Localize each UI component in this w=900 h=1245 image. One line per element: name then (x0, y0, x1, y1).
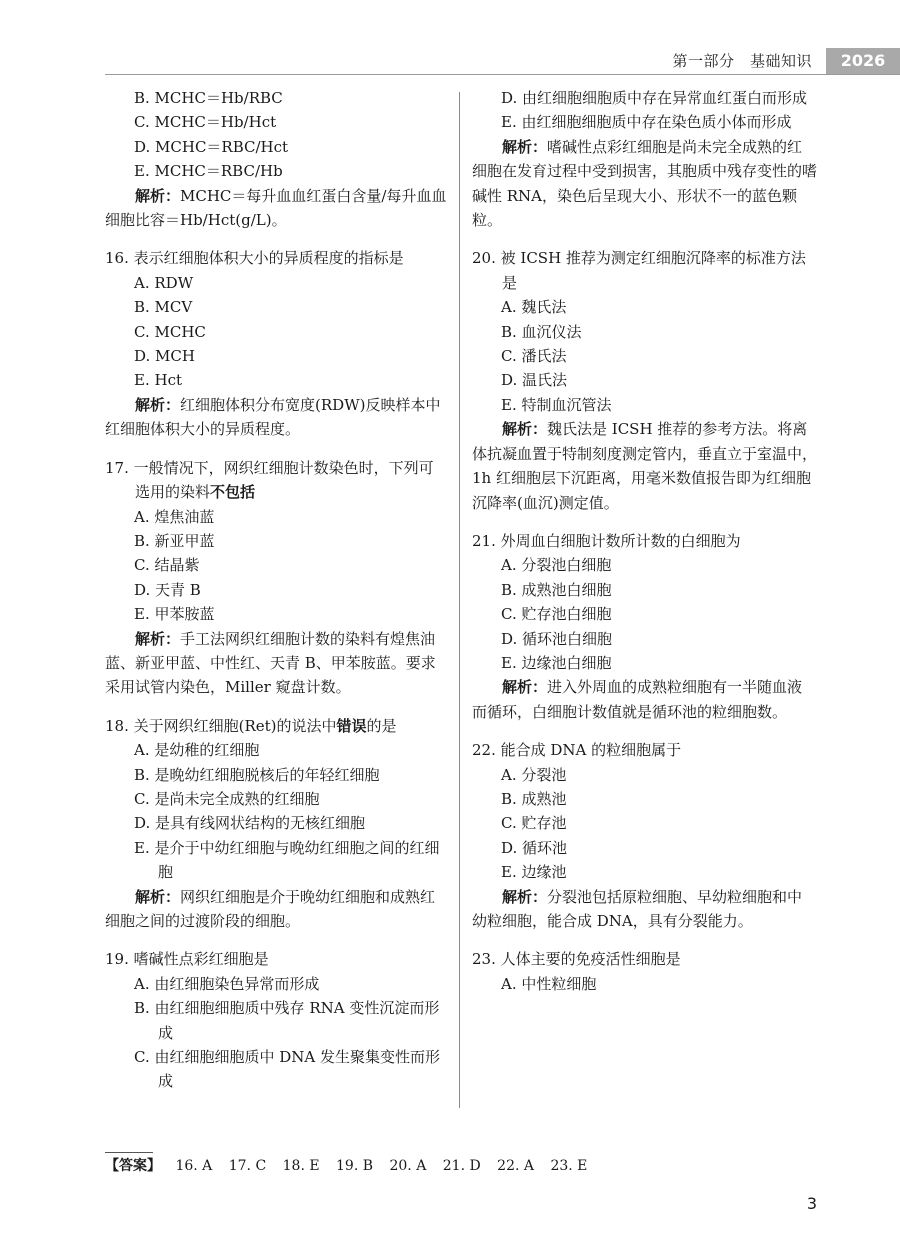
option: C. 是尚未完全成熟的红细胞 (134, 789, 320, 808)
option: A. 中性粒细胞 (501, 974, 597, 993)
option: E. MCHC＝RBC/Hb (134, 162, 283, 181)
option: B. 血沉仪法 (501, 322, 582, 341)
option: A. 魏氏法 (501, 298, 567, 317)
option: D. 是具有线网状结构的无核红细胞 (134, 814, 366, 833)
analysis-label: 解析： (502, 887, 548, 906)
option: C. 贮存池 (501, 814, 567, 833)
option: B. MCV (134, 298, 193, 317)
analysis-text: MCHC＝每升血血红蛋白含量/每升血血细胞比容＝Hb/Hct(g/L)。 (105, 186, 447, 230)
analysis-text: 分裂池包括原粒细胞、早幼粒细胞和中幼粒细胞，能合成 DNA，具有分裂能力。 (472, 887, 803, 930)
analysis-label: 解析： (502, 420, 548, 439)
option: A. 由红细胞染色异常而形成 (134, 974, 320, 993)
analysis-label: 解析： (502, 678, 548, 697)
analysis-label: 解析： (502, 137, 548, 156)
option: E. Hct (134, 371, 182, 390)
question-stem: 21. 外周血白细胞计数所计数的白细胞为 (472, 531, 741, 550)
analysis-label: 解析： (135, 887, 181, 906)
analysis (105, 885, 447, 934)
option: E. 是介于中幼红细胞与晚幼红细胞之间的红细胞 (134, 838, 440, 882)
option: D. 天青 B (134, 580, 201, 599)
question-stem: 19. 嗜碱性点彩红细胞是 (105, 950, 269, 969)
running-header (105, 48, 900, 75)
analysis-text: 进入外周血的成熟粒细胞有一半随血液而循环，白细胞计数值就是循环池的粒细胞数。 (472, 678, 803, 721)
answer-item: 21. D (442, 1158, 481, 1174)
analysis-text: 魏氏法是 ICSH 推荐的参考方法。将离体抗凝血置于特制刻度测定管内，垂直立于室温中，1h 红细胞层下沉距离，用毫米数值报告即为红细胞沉降率(血沉)测定值。 (472, 420, 818, 512)
answer-item: 18. E (282, 1158, 320, 1174)
option: B. MCHC＝Hb/RBC (134, 89, 283, 107)
analysis-text: 手工法网织红细胞计数的染料有煌焦油蓝、新亚甲蓝、中性红、天青 B、甲苯胺蓝。要求采用试管内染色，Miller 窥盘计数。 (105, 629, 436, 697)
option: C. 结晶紫 (134, 556, 200, 575)
analysis-text: 红细胞体积分布宽度(RDW)反映样本中红细胞体积大小的异质程度。 (105, 395, 441, 439)
analysis-text: 网织红细胞是介于晚幼红细胞和成熟红细胞之间的过渡阶段的细胞。 (105, 887, 436, 930)
column-divider (459, 92, 460, 1108)
option: C. 贮存池白细胞 (501, 605, 612, 624)
option: B. 由红细胞细胞质中残存 RNA 变性沉淀而形成 (134, 999, 440, 1042)
answer-item: 23. E (550, 1158, 588, 1174)
analysis (472, 885, 817, 934)
analysis-label: 解析： (135, 629, 181, 648)
option: B. 是晚幼红细胞脱核后的年轻红细胞 (134, 765, 380, 784)
option: D. 循环池白细胞 (501, 629, 613, 648)
option: A. 煌焦油蓝 (134, 507, 215, 526)
analysis (105, 627, 447, 700)
question-stem: 20. 被 ICSH 推荐为测定红细胞沉降率的标准方法是 (472, 249, 806, 292)
option: E. 边缘池白细胞 (501, 653, 612, 672)
section-title: 第一部分 基础知识 (672, 52, 812, 70)
left-column (105, 86, 447, 1094)
option: A. 分裂池白细胞 (501, 556, 612, 575)
answer-item: 20. A (389, 1158, 427, 1174)
emphasis: 不包括 (210, 483, 256, 502)
option: C. MCHC (134, 322, 206, 341)
option: C. 潘氏法 (501, 347, 567, 366)
option: E. 特制血沉管法 (501, 395, 612, 414)
question-stem: 22. 能合成 DNA 的粒细胞属于 (472, 741, 682, 760)
answer-key (105, 1154, 599, 1178)
right-column (472, 86, 817, 996)
analysis-text: 嗜碱性点彩红细胞是尚未完全成熟的红细胞在发育过程中受到损害，其胞质中残存变性的嗜碱性 RNA，染色后呈现大小、形状不一的蓝色颗粒。 (472, 137, 818, 230)
analysis (105, 393, 447, 442)
option: A. RDW (134, 273, 194, 292)
analysis-label: 解析： (135, 186, 181, 205)
option: B. 成熟池 (501, 789, 567, 808)
year-badge: 2026 (826, 48, 900, 74)
question-stem: 18. 关于网织红细胞(Ret)的说法中错误的是 (105, 716, 397, 735)
analysis-label: 解析： (135, 395, 181, 414)
option: D. MCHC＝RBC/Hct (134, 137, 289, 156)
question-stem: 17. 一般情况下，网织红细胞计数染色时，下列可选用的染料不包括 (105, 458, 434, 502)
option: E. 边缘池 (501, 863, 567, 882)
option: E. 甲苯胺蓝 (134, 605, 215, 624)
answer-key-label: 【答案】 (105, 1158, 161, 1174)
option: D. MCH (134, 347, 195, 366)
option: D. 由红细胞细胞质中存在异常血红蛋白而形成 (501, 89, 808, 107)
option: D. 循环池 (501, 838, 568, 857)
answer-rule (105, 1152, 153, 1153)
answer-item: 19. B (336, 1158, 374, 1174)
question-stem: 16. 表示红细胞体积大小的异质程度的指标是 (105, 249, 404, 268)
option: C. 由红细胞细胞质中 DNA 发生聚集变性而形成 (134, 1048, 441, 1091)
page-number: 3 (806, 1194, 817, 1213)
analysis (472, 417, 817, 515)
analysis (472, 135, 817, 233)
analysis (472, 675, 817, 724)
emphasis: 错误 (336, 716, 367, 735)
answer-item: 17. C (228, 1158, 267, 1174)
option: C. MCHC＝Hb/Hct (134, 113, 277, 132)
answer-item: 22. A (497, 1158, 534, 1174)
option: A. 分裂池 (501, 765, 567, 784)
option: E. 由红细胞细胞质中存在染色质小体而形成 (501, 113, 792, 132)
option: A. 是幼稚的红细胞 (134, 741, 260, 760)
option: D. 温氏法 (501, 371, 568, 390)
question-stem: 23. 人体主要的免疫活性细胞是 (472, 950, 681, 969)
analysis (105, 184, 447, 233)
option: B. 成熟池白细胞 (501, 580, 612, 599)
answer-item: 16. A (175, 1158, 213, 1174)
option: B. 新亚甲蓝 (134, 531, 215, 550)
